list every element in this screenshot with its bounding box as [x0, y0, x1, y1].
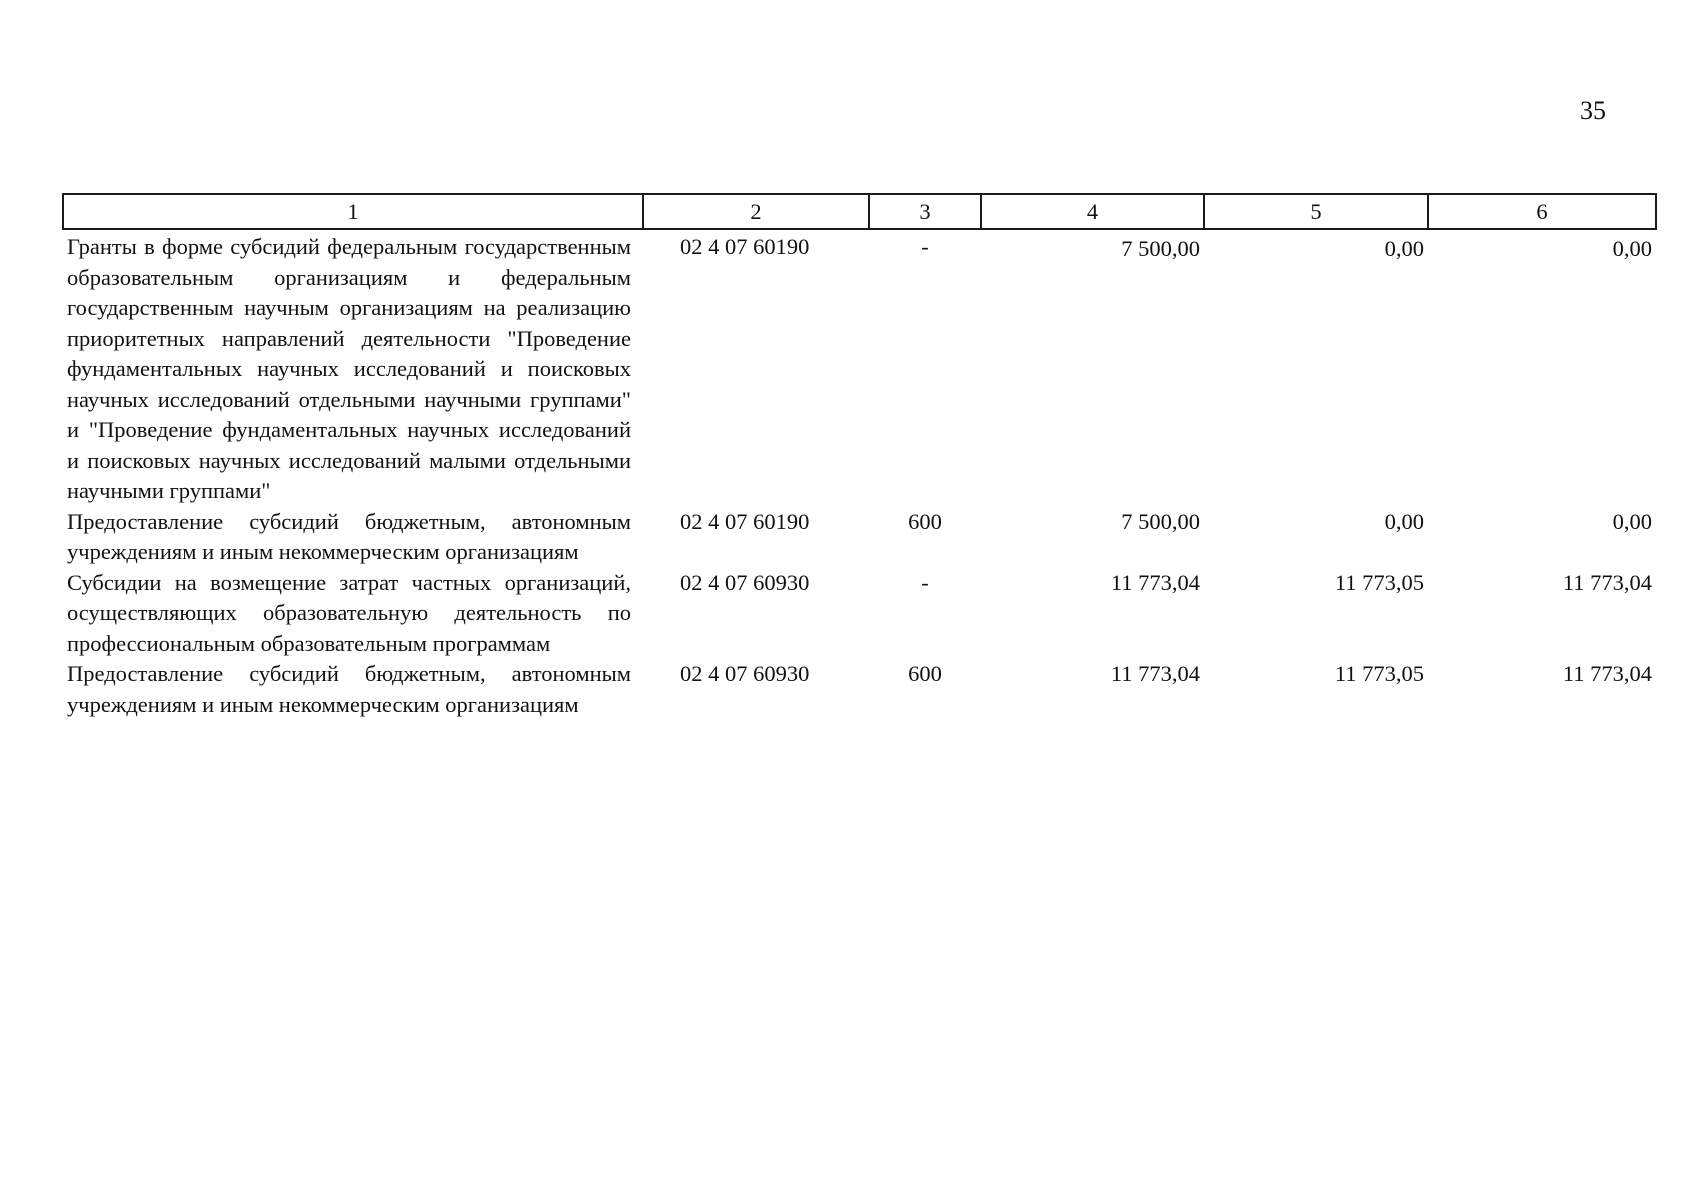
row-amount-6: 0,00 — [1612, 236, 1652, 261]
row-code: 02 4 07 60190 — [680, 234, 810, 259]
row-amount-6: 11 773,04 — [1562, 661, 1652, 686]
row-expense-type: - — [921, 234, 929, 259]
header-col-6: 6 — [1428, 194, 1656, 229]
row-amount-5: 0,00 — [1384, 508, 1424, 534]
row-amount-4: 11 773,04 — [1110, 661, 1200, 686]
row-name: Предоставление субсидий бюджетным, автономным учреждениям и иным некоммерческим организациям — [67, 508, 631, 564]
row-name: Субсидии на возмещение затрат частных организаций, осуществляющих образовательную деятельность по профессиональным образовательным программам — [67, 569, 631, 656]
row-amount-4: 11 773,04 — [1110, 569, 1200, 595]
row-amount-5: 0,00 — [1384, 236, 1424, 261]
row-amount-4: 7 500,00 — [1121, 236, 1200, 261]
table-row — [63, 659, 1656, 720]
row-expense-type: 600 — [908, 661, 942, 686]
row-code: 02 4 07 60930 — [680, 569, 810, 595]
table-row — [63, 507, 1656, 568]
row-amount-5: 11 773,05 — [1334, 569, 1424, 595]
page-number: 35 — [1580, 96, 1606, 125]
row-expense-type: - — [921, 569, 929, 595]
header-col-3: 3 — [869, 194, 981, 229]
header-row — [63, 194, 1656, 229]
header-col-5: 5 — [1204, 194, 1428, 229]
table-header — [63, 194, 1656, 229]
budget-table — [62, 193, 1657, 720]
row-amount-6: 11 773,04 — [1562, 569, 1652, 595]
row-name: Предоставление субсидий бюджетным, автономным учреждениям и иным некоммерческим организациям — [67, 661, 631, 717]
table-row — [63, 229, 1656, 507]
header-col-1: 1 — [63, 194, 643, 229]
row-amount-6: 0,00 — [1612, 508, 1652, 534]
header-col-4: 4 — [981, 194, 1204, 229]
header-col-2: 2 — [643, 194, 869, 229]
row-expense-type: 600 — [908, 508, 942, 534]
row-amount-5: 11 773,05 — [1334, 661, 1424, 686]
row-code: 02 4 07 60930 — [680, 661, 810, 686]
row-amount-4: 7 500,00 — [1121, 508, 1200, 534]
row-name: Гранты в форме субсидий федеральным государственным образовательным организациям и федеральным государственным научным организациям на реализацию приоритетных направлений деятельности "Проведение фундаментальных научных исследований и поисковых научных исследований отдельными научными группами" и "Проведение фундаментальных научных исследований и поисковых научных исследований малыми отдельными научными группами" — [67, 234, 631, 503]
row-code: 02 4 07 60190 — [680, 508, 810, 534]
table-row — [63, 568, 1656, 660]
table-body — [63, 229, 1656, 720]
